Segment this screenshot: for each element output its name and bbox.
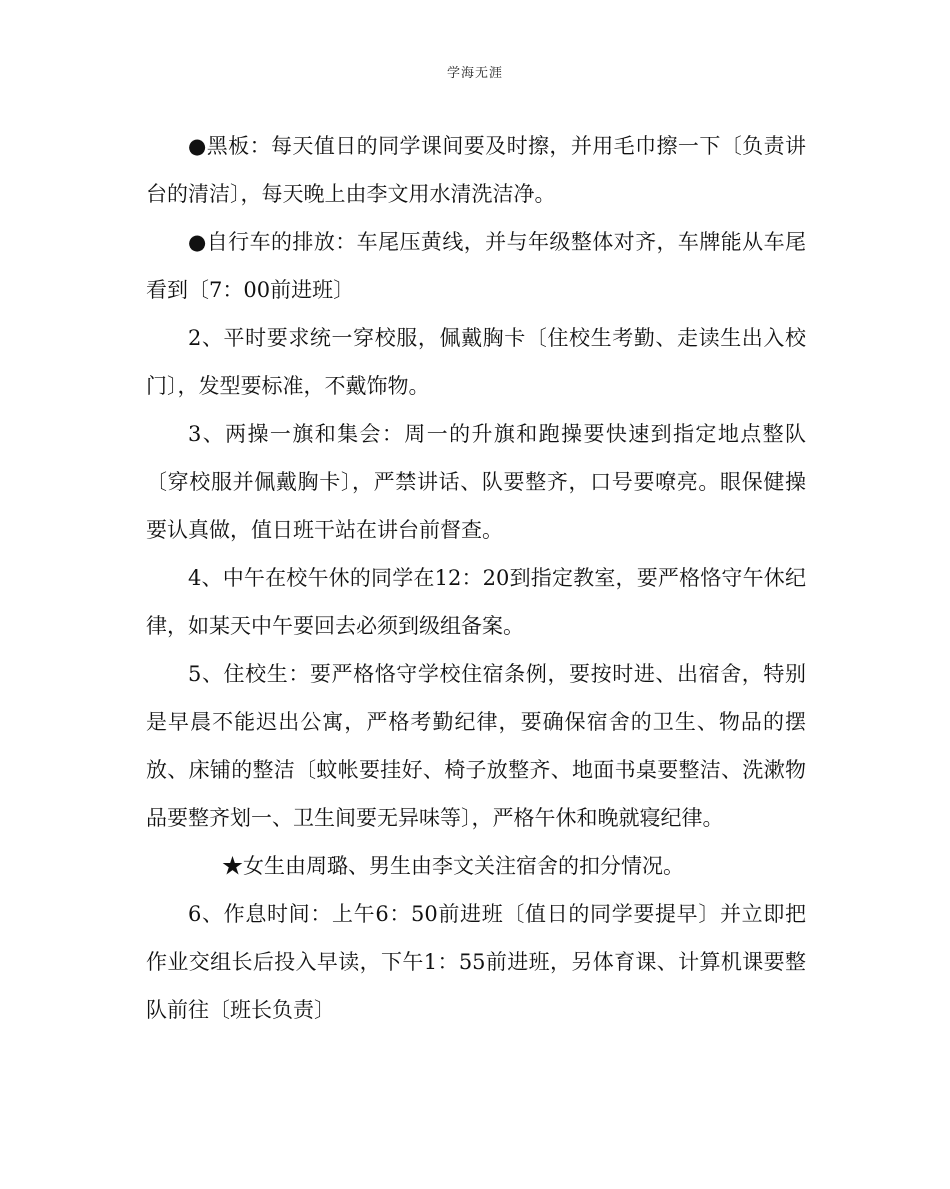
paragraph-boarders: 5、住校生：要严格恪守学校住宿条例，要按时进、出宿舍，特别是早晨不能迟出公寓，严格考勤纪律，要确保宿舍的卫生、物品的摆放、床铺的整洁〔蚊帐要挂好、椅子放整齐、地面书桌要整洁、洗漱物品要整齐划一、卫生间要无异味等〕，严格午休和晚就寝纪律。	[146, 662, 806, 830]
paragraph-schedule: 6、作息时间：上午6：50前进班〔值日的同学要提早〕并立即把作业交组长后投入早读，下午1：55前进班，另体育课、计算机课要整队前往〔班长负责〕	[146, 902, 806, 1022]
paragraph-noon-rest: 4、中午在校午休的同学在12：20到指定教室，要严格恪守午休纪律，如某天中午要回去必须到级组备案。	[146, 566, 806, 638]
paragraph-dorm-note: ★女生由周璐、男生由李文关注宿舍的扣分情况。	[222, 854, 684, 878]
document-body	[146, 122, 806, 1034]
paragraph-assembly: 3、两操一旗和集会：周一的升旗和跑操要快速到指定地点整队〔穿校服并佩戴胸卡〕，严禁讲话、队要整齐，口号要嘹亮。眼保健操要认真做，值日班干站在讲台前督查。	[146, 422, 806, 542]
paragraph-blackboard: ●黑板：每天值日的同学课间要及时擦，并用毛巾擦一下〔负责讲台的清洁〕，每天晚上由李文用水清洗洁净。	[146, 134, 806, 206]
page-header: 学海无涯	[446, 66, 503, 81]
paragraph-bicycle: ●自行车的排放：车尾压黄线，并与年级整体对齐，车牌能从车尾看到〔7：00前进班〕	[146, 230, 806, 302]
paragraph-uniform: 2、平时要求统一穿校服，佩戴胸卡〔住校生考勤、走读生出入校门〕，发型要标准，不戴饰物。	[146, 326, 806, 398]
